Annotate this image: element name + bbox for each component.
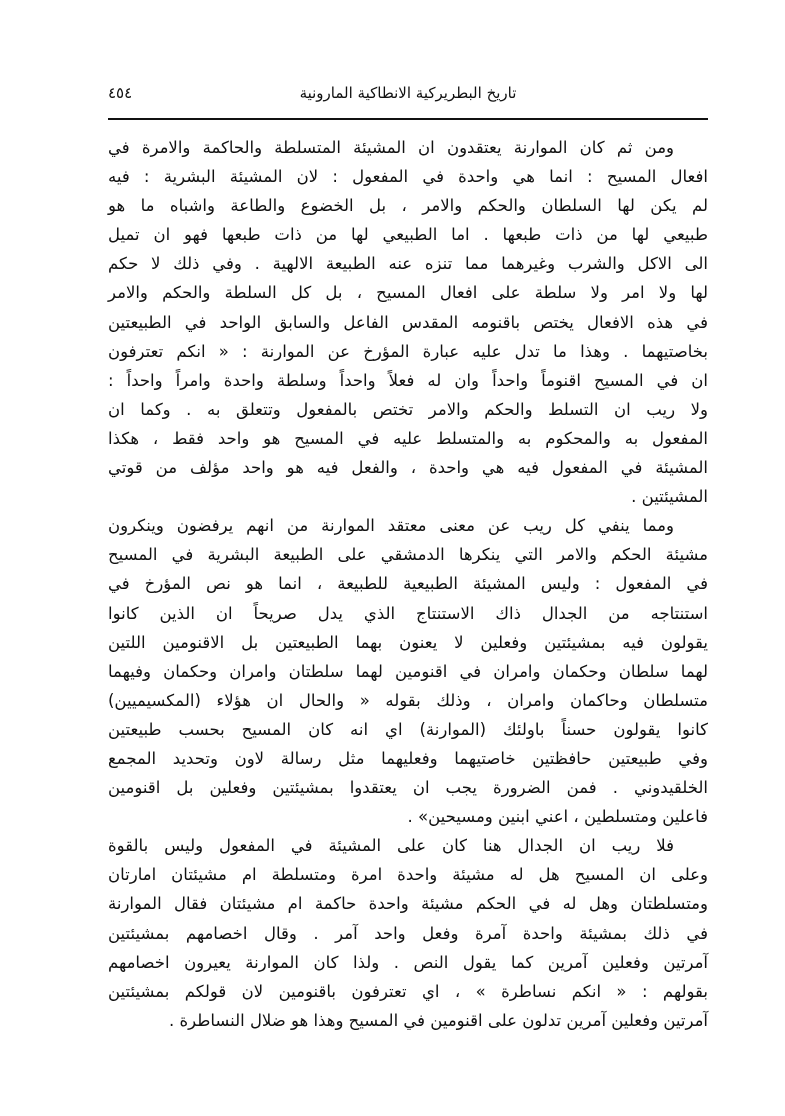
text-line: طبيعي لها من ذات طبعها . اما الطبيعي لها من ذات طبعها فهو ان تميل: [108, 225, 708, 245]
text-line: ومن ثم كان الموارنة يعتقدون ان المشيئة المتسلطة والحاكمة والامرة في: [108, 138, 674, 157]
text-line: المشيئتين .: [631, 487, 708, 507]
text-line: آمرتين وفعلين آمرين تدلون على اقنومين في المسيح وهذا هو ضلال النساطرة .: [168, 1010, 708, 1030]
text-line: وعلى ان المسيح هل له مشيئة واحدة امرة ومتسلطة ام مشيئتان امارتان: [108, 865, 708, 885]
text-line: بقولهم : « انكم نساطرة » ، اي تعترفون باقنومين لان قولكم بمشيئتين: [108, 981, 708, 1001]
text-line: لهما سلطان وحكمان وامران في اقنومين لهما سلطتان وامران وحكمان وفيهما: [108, 661, 708, 681]
text-line: يقولون فيه بمشيئتين وفعلين لا يعنون بهما الطبيعتين بل الاقنومين اللتين: [108, 632, 708, 652]
text-line: فاعلين ومتسلطين ، اعني ابنين ومسيحين» .: [407, 807, 708, 827]
text-line: بخاصتيهما . وهذا ما تدل عليه عبارة المؤرخ عن الموارنة : « انكم تعترفون: [108, 341, 708, 361]
text-line: في المفعول : وليس المشيئة الطبيعية للطبيعة ، انما هو نص المؤرخ في: [108, 574, 708, 594]
text-line: فلا ريب ان الجدال هنا كان على المشيئة في المفعول وليس بالقوة: [108, 836, 674, 856]
text-line: الخلقيدوني . فمن الضرورة يجب ان يعتقدوا بمشيئتين وفعلين بل اقنومين: [108, 778, 708, 798]
page-number: ٤٥٤: [108, 84, 133, 102]
text-line: ومما ينفي كل ريب عن معنى معتقد الموارنة من انهم يرفضون وينكرون: [108, 516, 674, 536]
text-line: افعال المسيح : انما هي واحدة في المفعول : لان المشيئة البشرية : فيه: [108, 167, 708, 187]
text-line: ومتسلطتان وهل له في الحكم مشيئة واحدة حاكمة ام مشيئتان فقال الموارنة: [108, 894, 708, 914]
text-line: في هذه الافعال يختص باقنومه المقدس الفاعل والسابق الواحد في الطبيعتين: [108, 312, 708, 332]
text-line: ولا ريب ان التسلط والحكم والامر تختص بالمفعول وتتعلق به . وكما ان: [108, 399, 708, 419]
running-header: [108, 84, 708, 110]
text-line: استنتاجه من الجدال ذاك الاستنتاج الذي يدل صريحاً ان الذين كانوا: [108, 603, 708, 623]
text-line: المفعول به والمحكوم به والمتسلط عليه في المسيح هو واحد فقط ، هكذا: [108, 428, 708, 448]
page-body: [108, 133, 708, 1035]
header-rule: [108, 118, 708, 120]
running-title: تاريخ البطريركية الانطاكية المارونية: [299, 84, 517, 102]
text-line: لها ولا امر ولا سلطة على افعال المسيح ، بل كل السلطة والحكم والامر: [108, 283, 708, 303]
text-line: مشيئة الحكم والامر التي ينكرها الدمشقي على الطبيعة البشرية في المسيح: [108, 545, 708, 565]
text-line: وفي طبيعتين حافظتين خاصتيهما وفعليهما مثل رسالة لاون وتحديد المجمع: [108, 748, 708, 768]
text-line: ان في المسيح اقنوماً واحداً وان له فعلاً واحداً وسلطة واحدة وامراً واحداً :: [108, 370, 708, 390]
text-line: في ذلك بمشيئة واحدة آمرة وفعل واحد آمر . وقال اخصامهم بمشيئتين: [108, 923, 708, 943]
text-line: لم يكن لها السلطان والحكم والامر ، بل الخضوع والطاعة واشباه ما هو: [108, 196, 708, 216]
text-line: المشيئة في المفعول فيه هي واحدة ، والفعل فيه هو واحد مؤلف من قوتي: [108, 458, 708, 478]
text-line: كانوا يقولون حسناً باولئك (الموارنة) اي انه كان المسيح بحسب طبيعتين: [108, 719, 708, 739]
text-line: متسلطان وحاكمان وامران ، وذلك بقوله « والحال ان هؤلاء (المكسيميين): [108, 690, 708, 710]
text-line: آمرتين وفعلين آمرين كما يقول النص . ولذا كان الموارنة يعيرون اخصامهم: [108, 952, 708, 972]
text-line: الى الاكل والشرب وغيرهما مما تنزه عنه الطبيعة الالهية . وفي ذلك لا حكم: [108, 254, 708, 274]
